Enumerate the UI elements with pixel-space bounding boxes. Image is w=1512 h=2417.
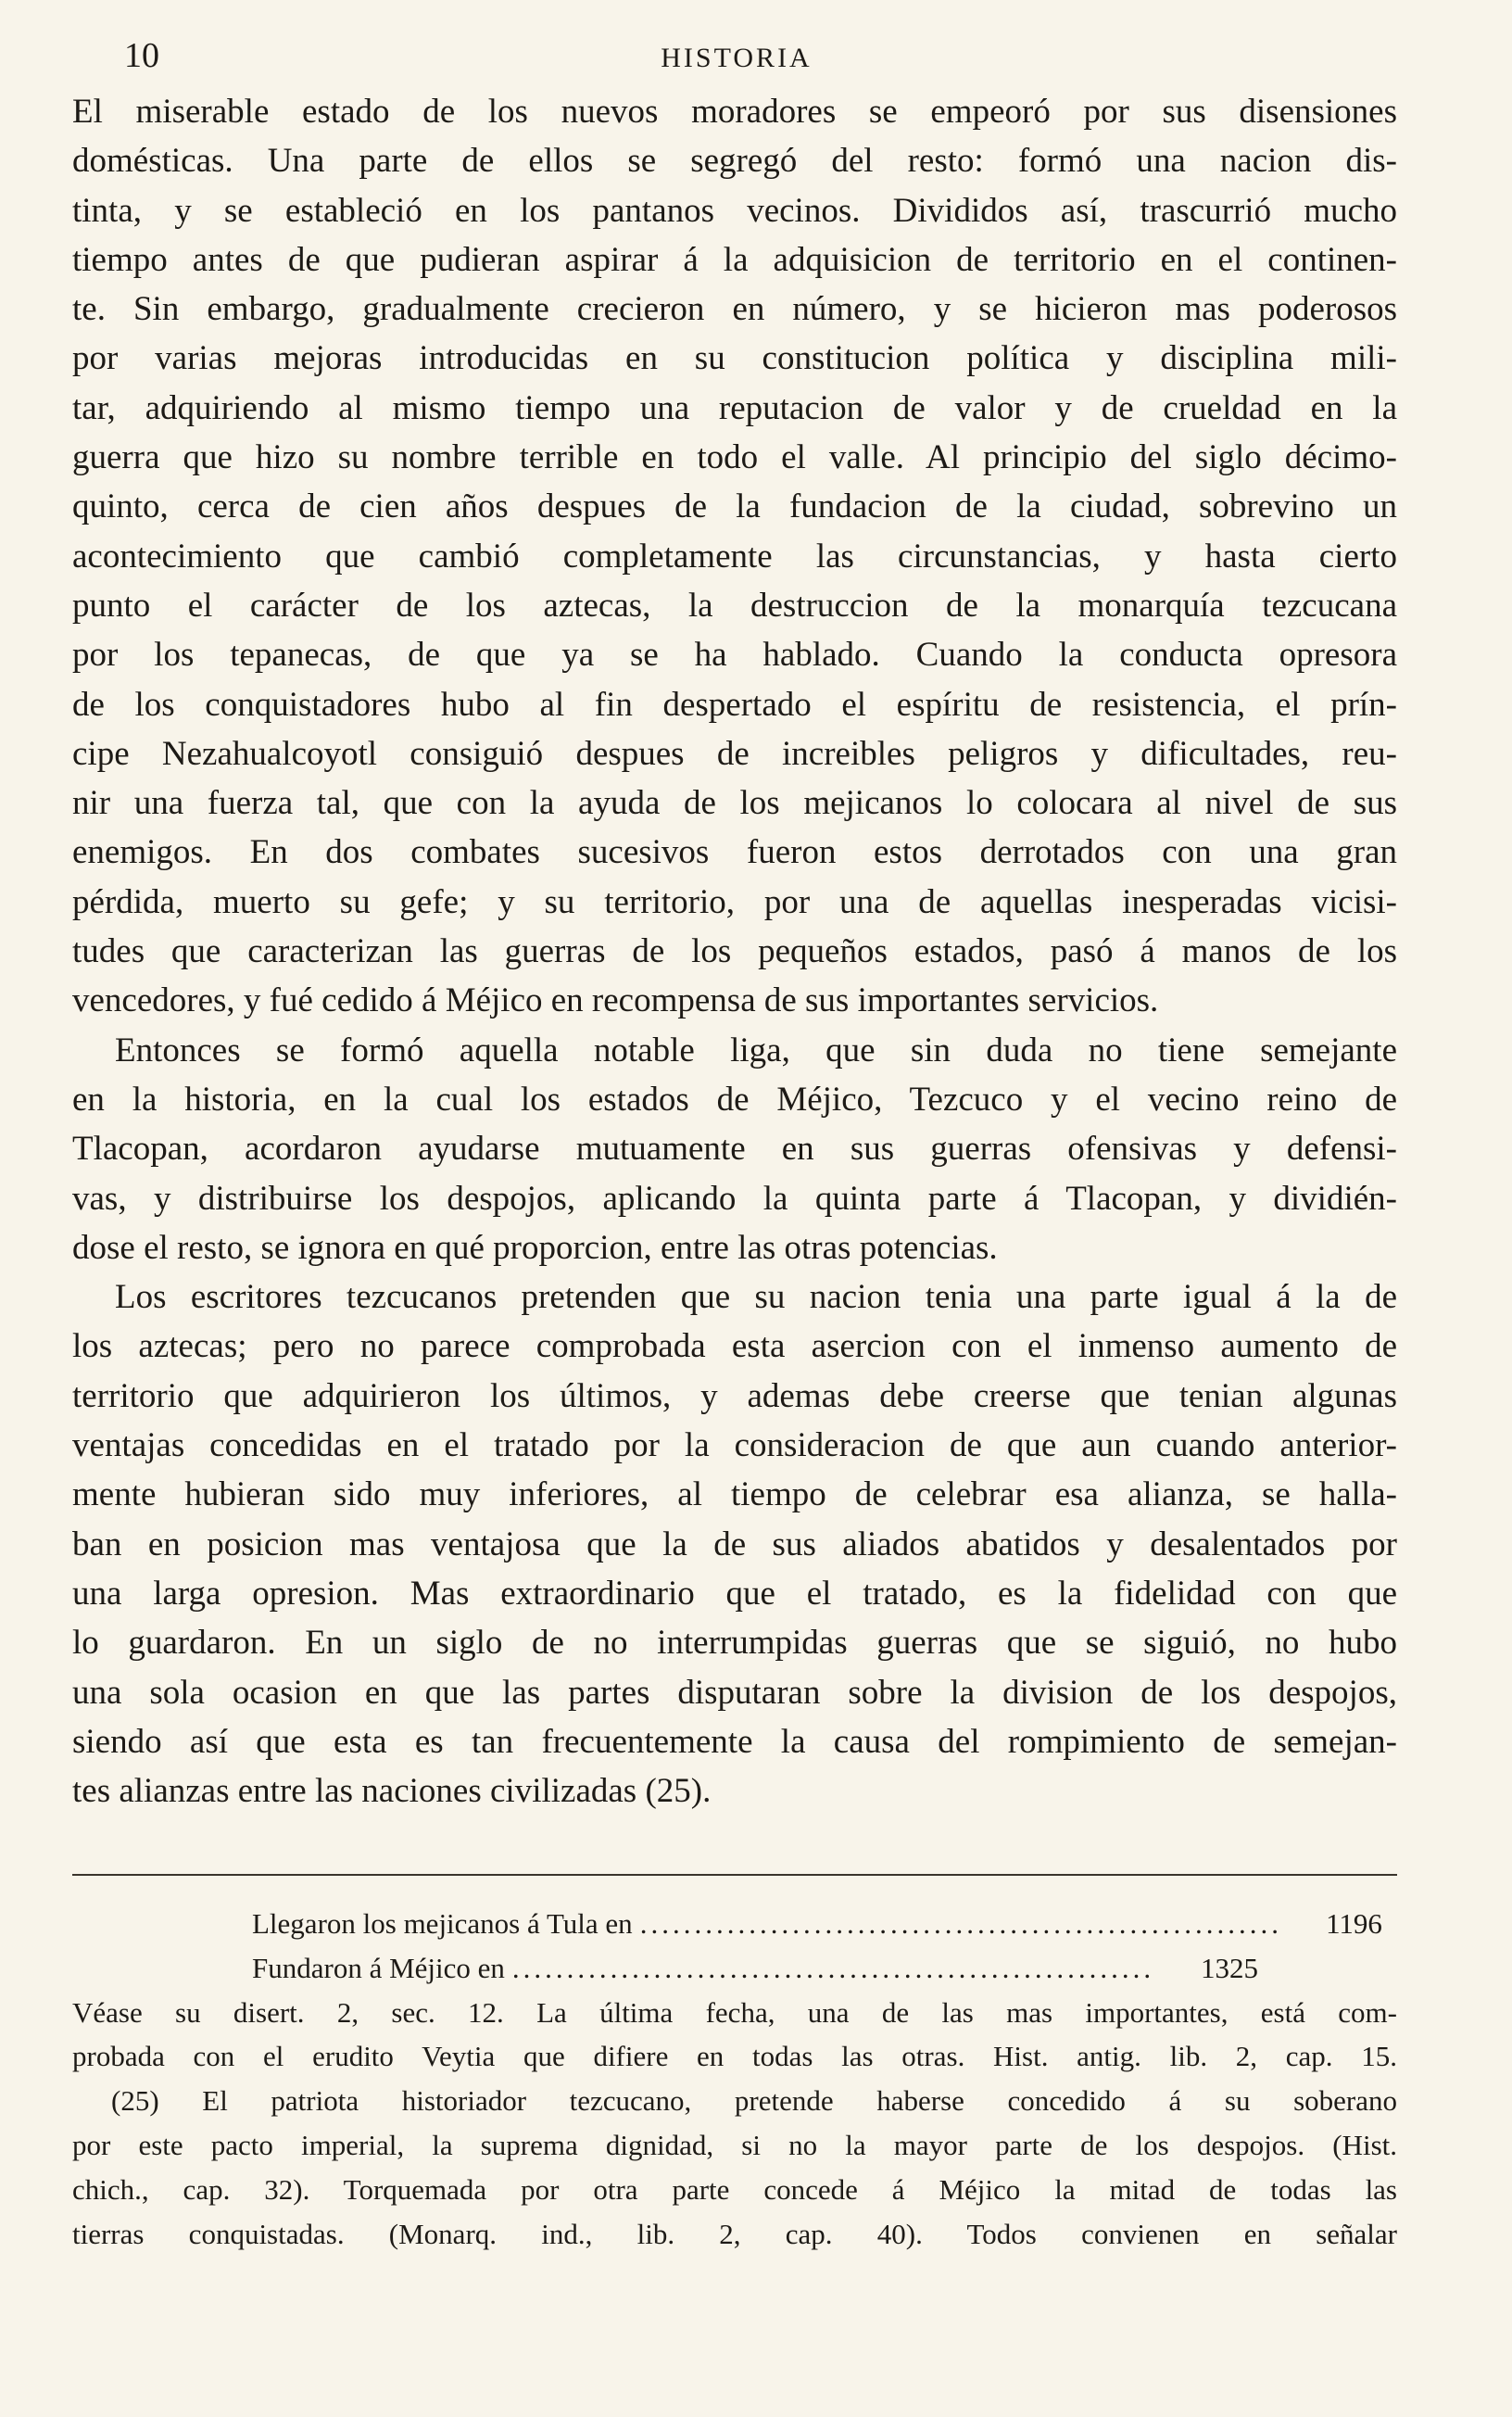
date-entry-label: Fundaron á Méjico en <box>252 1951 505 1984</box>
footnote-line: (25) El patriota historiador tezcucano, pretende haberse concedido á su soberano <box>111 2084 1397 2118</box>
text-line: El miserable estado de los nuevos moradores se empeoró por sus disensiones <box>72 93 1397 131</box>
text-line: por varias mejoras introducidas en su constitucion política y disciplina mili- <box>72 339 1397 378</box>
footnote-line: tierras conquistadas. (Monarq. ind., lib. 2, cap. 40). Todos convienen en señalar <box>72 2217 1397 2250</box>
text-line: tiempo antes de que pudieran aspirar á la adquisicion de territorio en el continen- <box>72 240 1397 279</box>
text-line: ban en posicion mas ventajosa que la de sus aliados abatidos y desalentados por <box>72 1525 1397 1563</box>
text-line: Tlacopan, acordaron ayudarse mutuamente en sus guerras ofensivas y defensi- <box>72 1130 1397 1169</box>
text-line: en la historia, en la cual los estados de Méjico, Tezcuco y el vecino reino de <box>72 1080 1397 1119</box>
text-line: cipe Nezahualcoyotl consiguió despues de increibles peligros y dificultades, reu- <box>72 734 1397 773</box>
text-line: punto el carácter de los aztecas, la destruccion de la monarquía tezcucana <box>72 586 1397 625</box>
text-line: tar, adquiriendo al mismo tiempo una reputacion de valor y de crueldad en la <box>72 388 1397 427</box>
text-line: lo guardaron. En un siglo de no interrumpidas guerras que se siguió, no hubo <box>72 1624 1397 1663</box>
footnote-line: Véase su disert. 2, sec. 12. La última fecha, una de las mas importantes, está com- <box>72 1995 1397 2029</box>
footnote-line: por este pacto imperial, la suprema dignidad, si no la mayor parte de los despojos. (Hist. <box>72 2128 1397 2161</box>
text-line: ventajas concedidas en el tratado por la consideracion de que aun cuando anterior- <box>72 1426 1397 1465</box>
text-line: Los escritores tezcucanos pretenden que su nacion tenia una parte igual á la de <box>115 1278 1397 1317</box>
text-line: nir una fuerza tal, que con la ayuda de los mejicanos lo colocara al nivel de sus <box>72 784 1397 823</box>
text-line: tudes que caracterizan las guerras de los pequeños estados, pasó á manos de los <box>72 932 1397 971</box>
text-line: una larga opresion. Mas extraordinario que el tratado, es la fidelidad con que <box>72 1574 1397 1613</box>
text-line: de los conquistadores hubo al fin despertado el espíritu de resistencia, el prín- <box>72 685 1397 724</box>
footnote-line: probada con el erudito Veytia que difiere en todas las otras. Hist. antig. lib. 2, cap. 15. <box>72 2040 1397 2073</box>
date-entry <box>72 1902 1397 1946</box>
paragraph-3 <box>72 1272 1397 1816</box>
footnotes <box>72 1902 1397 2256</box>
leader-dots: ........................................................... <box>639 1907 1282 1940</box>
text-line: una sola ocasion en que las partes disputaran sobre la division de los despojos, <box>72 1673 1397 1712</box>
text-line: tinta, y se estableció en los pantanos vecinos. Divididos así, trascurrió mucho <box>72 191 1397 230</box>
text-line: vas, y distribuirse los despojos, aplicando la quinta parte á Tlacopan, y dividién- <box>72 1179 1397 1218</box>
leader-dots: ........................................................... <box>511 1951 1155 1984</box>
text-line: siendo así que esta es tan frecuentemente la causa del rompimiento de semejan- <box>72 1722 1397 1761</box>
text-line: domésticas. Una parte de ellos se segregó del resto: formó una nacion dis- <box>72 142 1397 181</box>
text-line: dose el resto, se ignora en qué proporcion, entre las otras potencias. <box>72 1228 998 1267</box>
paragraph-2 <box>72 1026 1397 1272</box>
page-number: 10 <box>124 36 159 75</box>
main-text <box>72 87 1397 1816</box>
page-header <box>72 35 1401 82</box>
text-line: por los tepanecas, de que ya se ha hablado. Cuando la conducta opresora <box>72 636 1397 675</box>
date-entry-label: Llegaron los mejicanos á Tula en <box>252 1907 633 1940</box>
paragraph-1 <box>72 87 1397 1026</box>
text-line: tes alianzas entre las naciones civilizadas (25). <box>72 1772 712 1811</box>
text-line: enemigos. En dos combates sucesivos fueron estos derrotados con una gran <box>72 833 1397 872</box>
text-line: vencedores, y fué cedido á Méjico en recompensa de sus importantes servicios. <box>72 981 1159 1020</box>
text-line: los aztecas; pero no parece comprobada esta asercion con el inmenso aumento de <box>72 1327 1397 1366</box>
date-entry-year: 1196 <box>1326 1907 1382 1940</box>
footnote-divider <box>72 1874 1397 1876</box>
footnote-line: chich., cap. 32). Torquemada por otra parte concede á Méjico la mitad de todas las <box>72 2172 1397 2206</box>
text-line: territorio que adquirieron los últimos, y ademas debe creerse que tenian algunas <box>72 1376 1397 1415</box>
date-entry-year: 1325 <box>1201 1951 1258 1984</box>
text-line: pérdida, muerto su gefe; y su territorio, por una de aquellas inesperadas vicisi- <box>72 882 1397 921</box>
running-title: HISTORIA <box>661 43 813 73</box>
date-entry <box>72 1946 1397 1991</box>
text-line: te. Sin embargo, gradualmente crecieron en número, y se hicieron mas poderosos <box>72 290 1397 329</box>
text-line: mente hubieran sido muy inferiores, al tiempo de celebrar esa alianza, se halla- <box>72 1475 1397 1514</box>
text-line: acontecimiento que cambió completamente las circunstancias, y hasta cierto <box>72 537 1397 576</box>
text-line: Entonces se formó aquella notable liga, que sin duda no tiene semejante <box>115 1031 1397 1069</box>
text-line: guerra que hizo su nombre terrible en todo el valle. Al principio del siglo décimo- <box>72 438 1397 477</box>
text-line: quinto, cerca de cien años despues de la fundacion de la ciudad, sobrevino un <box>72 487 1397 526</box>
